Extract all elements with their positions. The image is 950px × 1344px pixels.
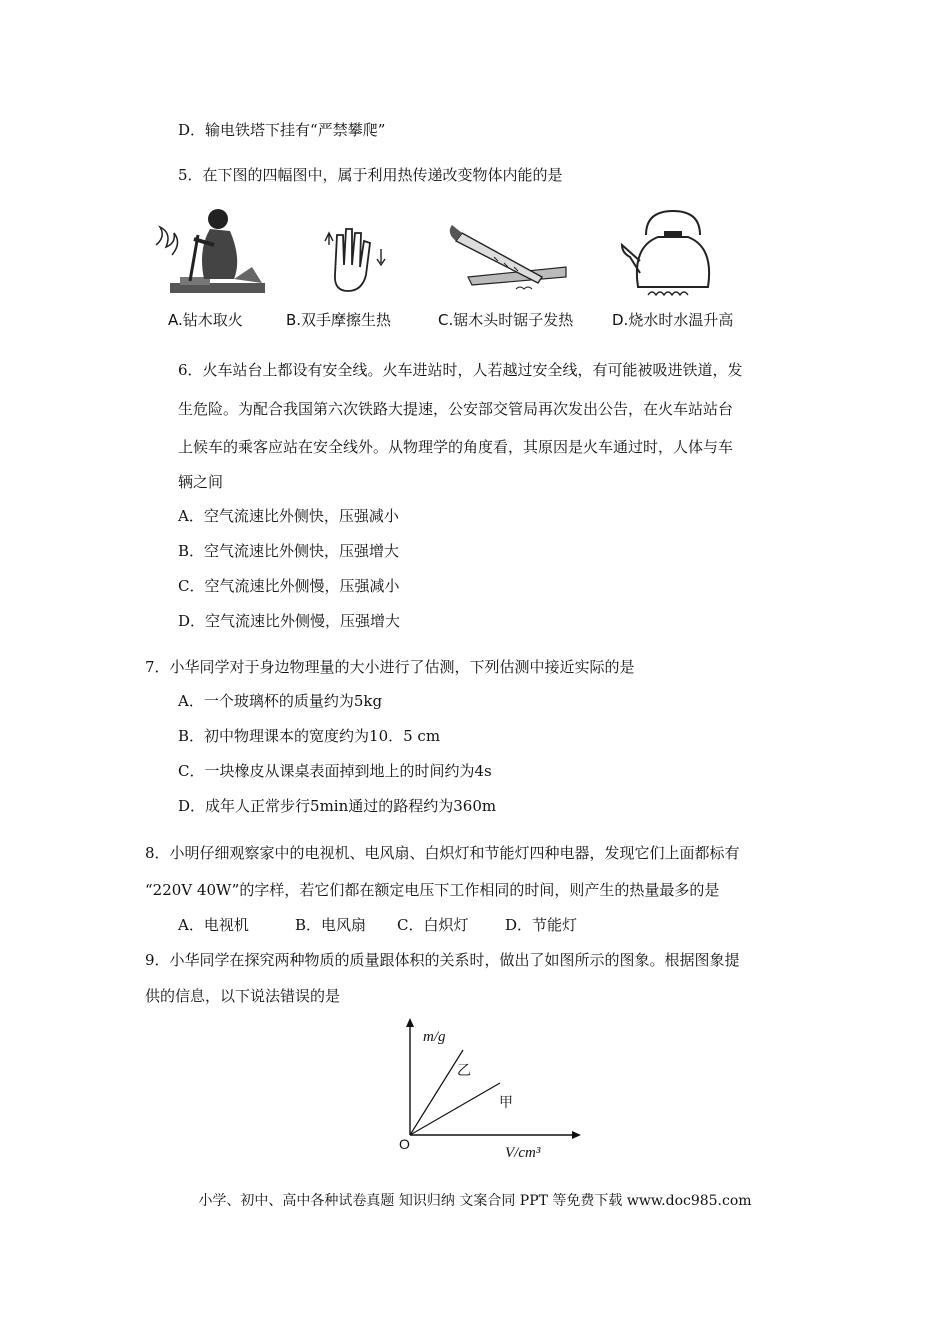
saw-wood-icon	[448, 205, 568, 300]
q6-option-a: A．空气流速比外侧快，压强减小	[178, 507, 399, 525]
x-axis-arrow	[572, 1131, 581, 1139]
q5-caption-c: C.锯木头时锯子发热	[438, 311, 574, 329]
y-axis-label: m/g	[423, 1029, 446, 1045]
q8-option-d: D．节能灯	[505, 916, 578, 934]
q7-option-d: D．成年人正常步行5min通过的路程约为360m	[178, 797, 497, 815]
page-footer: 小学、初中、高中各种试卷真题 知识归纳 文案合同 PPT 等免费下载 www.doc985.com	[198, 1193, 752, 1209]
q8-option-b: B．电风扇	[295, 916, 367, 934]
x-axis-label: V/cm³	[505, 1145, 541, 1161]
q7-option-c: C．一块橡皮从课桌表面掉到地上的时间约为4s	[178, 762, 492, 780]
origin-label: O	[399, 1136, 410, 1152]
q7-option-a: A．一个玻璃杯的质量约为5kg	[178, 692, 383, 710]
q5-stem: 5．在下图的四幅图中，属于利用热传递改变物体内能的是	[178, 166, 563, 184]
q7-stem: 7．小华同学对于身边物理量的大小进行了估测，下列估测中接近实际的是	[145, 658, 635, 676]
q4-option-d: D．输电铁塔下挂有“严禁攀爬”	[178, 121, 386, 139]
rubbing-hands-icon	[315, 205, 395, 300]
q8-option-c: C．白炽灯	[397, 916, 469, 934]
series-label-yi: 乙	[457, 1063, 471, 1079]
q5-figures	[150, 205, 770, 340]
q6-option-c: C．空气流速比外侧慢，压强减小	[178, 577, 400, 595]
q6-stem-line-3: 上候车的乘客应站在安全线外。从物理学的角度看，其原因是火车通过时，人体与车	[178, 438, 734, 456]
kettle-icon	[618, 205, 728, 300]
q6-option-b: B．空气流速比外侧快，压强增大	[178, 542, 400, 560]
q9-mass-volume-graph	[385, 1015, 595, 1165]
q8-stem-line-1: 8．小明仔细观察家中的电视机、电风扇、白炽灯和节能灯四种电器，发现它们上面都标有	[145, 844, 740, 862]
q8-stem-line-2: “220V 40W”的字样，若它们都在额定电压下工作相同的时间，则产生的热量最多的是	[145, 881, 720, 899]
q5-caption-a: A.钻木取火	[168, 311, 243, 329]
q7-option-b: B．初中物理课本的宽度约为10．5 cm	[178, 727, 441, 745]
q5-caption-b: B.双手摩擦生热	[286, 311, 392, 329]
series-line-jia	[410, 1083, 500, 1135]
q5-caption-d: D.烧水时水温升高	[612, 311, 734, 329]
q9-stem-line-1: 9．小华同学在探究两种物质的质量跟体积的关系时，做出了如图所示的图象。根据图象提	[145, 951, 740, 969]
y-axis-arrow	[406, 1018, 414, 1027]
q6-stem-line-2: 生危险。为配合我国第六次铁路大提速，公安部交管局再次发出公告，在火车站站台	[178, 400, 734, 418]
series-line-yi	[410, 1050, 463, 1135]
series-label-jia: 甲	[499, 1095, 513, 1111]
q6-option-d: D．空气流速比外侧慢，压强增大	[178, 612, 401, 630]
q6-stem-line-1: 6．火车站台上都设有安全线。火车进站时，人若越过安全线，有可能被吸进铁道，发	[178, 361, 743, 379]
q6-stem-line-4: 辆之间	[178, 473, 224, 491]
q9-stem-line-2: 供的信息，以下说法错误的是	[145, 987, 341, 1005]
q8-option-a: A．电视机	[178, 916, 249, 934]
fire-drill-icon	[150, 205, 280, 300]
